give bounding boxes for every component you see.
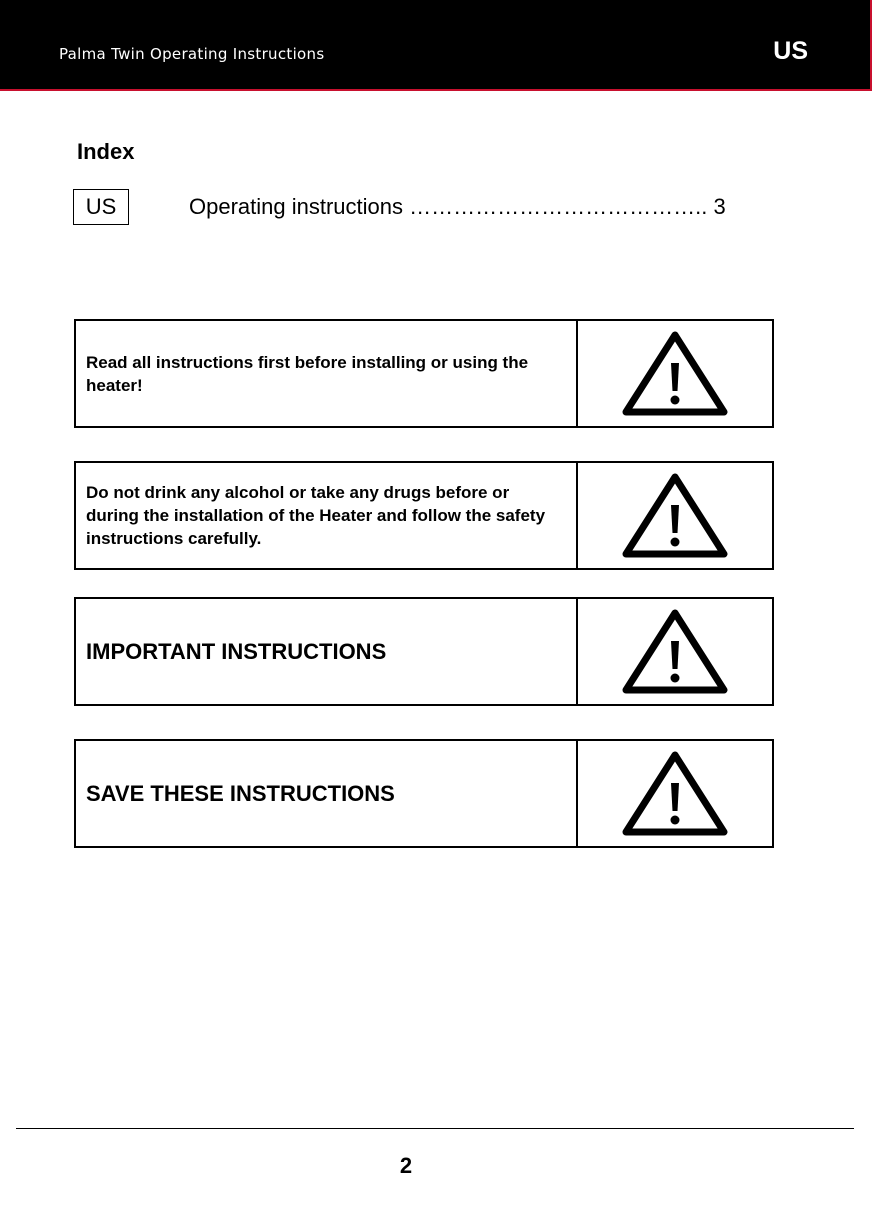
warning-triangle-icon: [620, 748, 730, 840]
page-number: 2: [399, 1153, 413, 1178]
page-header: [0, 0, 872, 91]
toc-entry-label[interactable]: Operating instructions ………………………………….. 3: [189, 194, 726, 219]
warning-text: Do not drink any alcohol or take any drugs before or during the installation of the Heater and follow the safety instructions carefully.: [86, 483, 546, 548]
toc-entry-us[interactable]: [73, 189, 773, 225]
warning-text: IMPORTANT INSTRUCTIONS: [86, 638, 387, 664]
warning-triangle-icon: [620, 328, 730, 420]
warning-text: Read all instructions first before installing or using the heater!: [86, 352, 529, 395]
warning-box-no-alcohol: [74, 461, 774, 570]
header-title: Palma Twin Operating Instructions: [59, 45, 325, 63]
warning-triangle-icon: [620, 606, 730, 698]
index-heading: Index: [77, 139, 135, 164]
header-language-code: US: [773, 37, 808, 65]
toc-language-code: US: [73, 189, 129, 225]
warning-box-read-instructions: [74, 319, 774, 428]
warning-text: SAVE THESE INSTRUCTIONS: [86, 780, 395, 806]
warning-box-save-instructions: [74, 739, 774, 848]
footer-divider: [16, 1128, 854, 1129]
warning-box-important-instructions: [74, 597, 774, 706]
warning-triangle-icon: [620, 470, 730, 562]
